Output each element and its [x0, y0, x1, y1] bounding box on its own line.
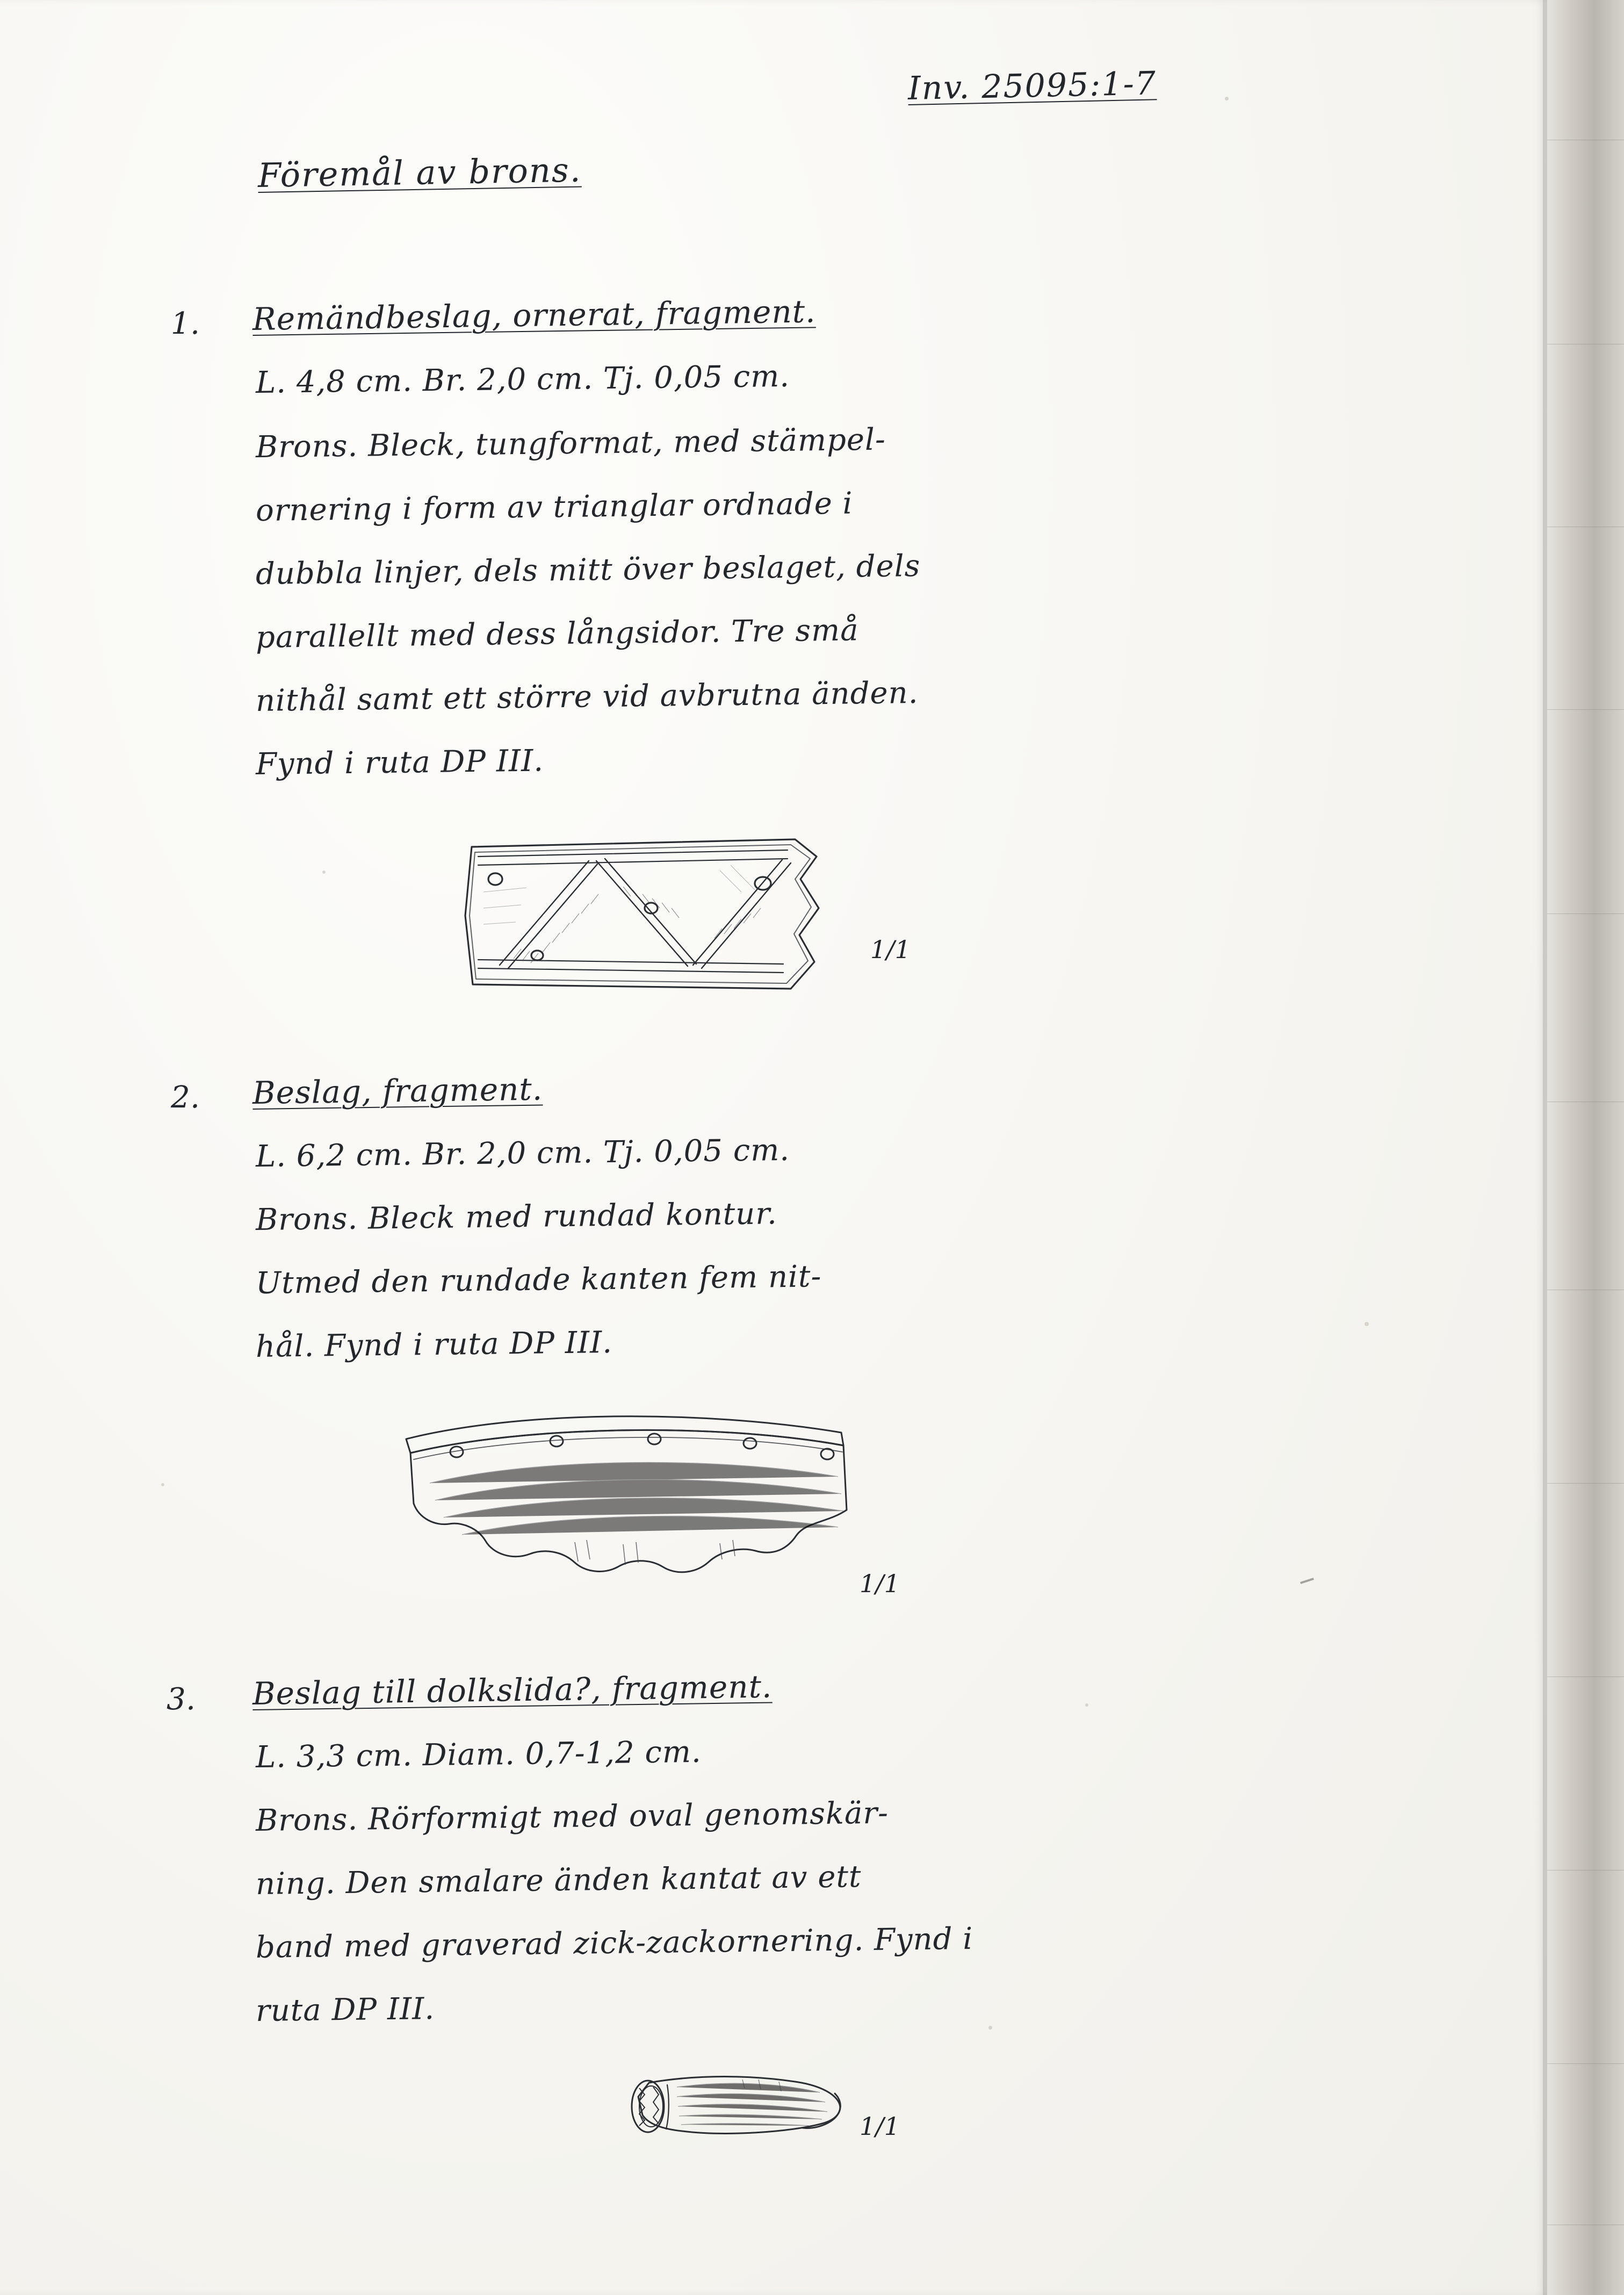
- entry-title: Beslag till dolkslida?, fragment.: [252, 1668, 773, 1712]
- curved-sheet-mount-fragment-drawing: [398, 1408, 860, 1585]
- paper-speckle: [1085, 1703, 1088, 1707]
- entry-text-line: Utmed den rundade kanten fem nit-: [255, 1259, 822, 1301]
- tubular-scabbard-mount-fragment-drawing: [618, 2063, 870, 2165]
- paper-speckle: [1225, 97, 1229, 100]
- entry-text-line: ning. Den smalare änden kantat av ett: [255, 1859, 862, 1902]
- inventory-number: Inv. 25095:1-7: [907, 64, 1157, 107]
- entry-text-line: Brons. Rörformigt med oval genomskär-: [255, 1795, 889, 1838]
- book-gutter: [1547, 0, 1624, 2295]
- entry-text-line: ornering i form av trianglar ordnade i: [255, 486, 853, 528]
- entry-number: 1.: [171, 306, 200, 341]
- entry-text-line: Brons. Bleck, tungformat, med stämpel-: [255, 422, 886, 465]
- paper-speckle: [988, 2026, 992, 2030]
- entry-text-line: dubbla linjer, dels mitt över beslaget, dels: [255, 548, 921, 592]
- paper-speckle: [161, 1483, 164, 1486]
- entry-text-line: hål. Fynd i ruta DP III.: [255, 1325, 613, 1364]
- page-title: Föremål av brons.: [257, 150, 582, 195]
- entry-text-line: Brons. Bleck med rundad kontur.: [255, 1196, 778, 1238]
- entry-text-line: ruta DP III.: [255, 1991, 435, 2028]
- entry-text-line: band med graverad zick-zackornering. Fynd i: [255, 1921, 973, 1965]
- entry-title: Remändbeslag, ornerat, fragment.: [252, 293, 816, 337]
- entry-text-line: L. 4,8 cm. Br. 2,0 cm. Tj. 0,05 cm.: [255, 358, 790, 400]
- entry-text-line: parallellt med dess långsidor. Tre små: [255, 613, 859, 655]
- entry-title: Beslag, fragment.: [252, 1070, 543, 1111]
- entry-text-line: Fynd i ruta DP III.: [255, 743, 544, 782]
- scale-annotation: 1/1: [860, 2112, 900, 2141]
- scale-annotation: 1/1: [860, 1569, 900, 1598]
- entry-text-line: L. 6,2 cm. Br. 2,0 cm. Tj. 0,05 cm.: [255, 1132, 790, 1174]
- paper-speckle: [1365, 1322, 1369, 1326]
- paper-speckle: [322, 870, 326, 874]
- entry-number: 2.: [171, 1080, 200, 1115]
- entry-number: 3.: [167, 1682, 196, 1717]
- ornamented-strap-mount-fragment-drawing: [462, 828, 849, 1005]
- entry-text-line: nithål samt ett större vid avbrutna änden.: [255, 675, 919, 718]
- gutter-page-lines: [1547, 0, 1624, 2295]
- scale-annotation: 1/1: [870, 935, 911, 964]
- entry-text-line: L. 3,3 cm. Diam. 0,7-1,2 cm.: [255, 1734, 702, 1775]
